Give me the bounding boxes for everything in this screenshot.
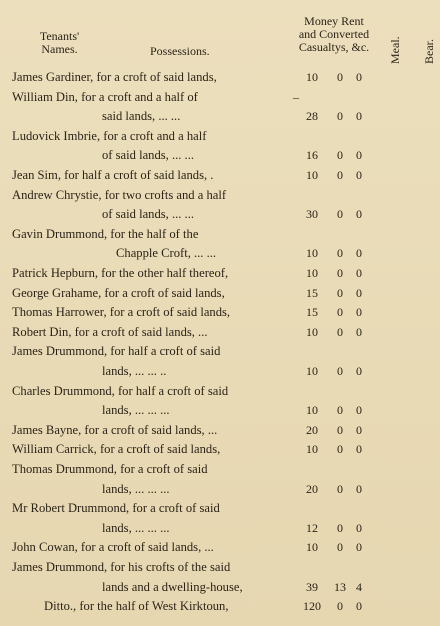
row-text: Charles Drummond, for half a croft of said xyxy=(12,383,229,398)
table-row xyxy=(0,284,440,302)
row-text: said lands, ... ... xyxy=(102,109,181,124)
table-row xyxy=(0,244,440,262)
table-row xyxy=(0,323,440,341)
row-dash: – xyxy=(293,89,299,104)
row-pence: 4 xyxy=(356,579,362,594)
table-row xyxy=(0,499,440,517)
row-text: James Bayne, for a croft of said lands, ... xyxy=(12,422,218,437)
row-pence: 0 xyxy=(356,70,362,84)
row-pounds: 10 xyxy=(306,364,318,378)
row-pounds: 10 xyxy=(306,324,318,339)
row-shillings: 0 xyxy=(337,148,343,163)
table-row xyxy=(0,538,440,556)
row-pounds: 10 xyxy=(306,168,318,182)
row-shillings: 0 xyxy=(337,305,343,320)
row-shillings: 0 xyxy=(337,599,343,614)
row-text: of said lands, ... ... xyxy=(102,207,194,222)
row-pence: 0 xyxy=(356,540,362,555)
header-money-line-2: and Converted xyxy=(298,27,370,41)
row-pounds: 30 xyxy=(306,207,318,222)
row-pounds: 28 xyxy=(306,109,318,124)
row-pence: 0 xyxy=(356,285,362,300)
table-row xyxy=(0,88,440,106)
row-pounds: 10 xyxy=(306,266,318,280)
row-text: James Drummond, for his crofts of the said xyxy=(12,560,231,574)
row-pounds: 15 xyxy=(306,285,318,300)
table-row xyxy=(0,342,440,360)
row-pence: 0 xyxy=(356,148,362,163)
row-pence: 0 xyxy=(356,207,362,222)
row-pounds: 15 xyxy=(306,305,318,320)
table-row xyxy=(0,460,440,478)
table-row xyxy=(0,401,440,419)
table-row xyxy=(0,558,440,576)
row-text: Andrew Chrystie, for two crofts and a half xyxy=(12,187,227,202)
table-row xyxy=(0,186,440,204)
row-text: George Grahame, for a croft of said lands, xyxy=(12,285,225,300)
row-shillings: 13 xyxy=(334,579,346,594)
table-row xyxy=(0,107,440,125)
row-shillings: 0 xyxy=(337,266,343,280)
row-pounds: 120 xyxy=(303,599,321,614)
row-shillings: 0 xyxy=(337,540,343,555)
row-shillings: 0 xyxy=(337,422,343,437)
row-pence: 0 xyxy=(356,324,362,339)
row-pence: 0 xyxy=(356,599,362,614)
row-text: lands, ... ... ... xyxy=(102,520,170,535)
row-text: Ditto., for the half of West Kirktoun, xyxy=(44,599,229,614)
row-text: Thomas Drummond, for a croft of said xyxy=(12,462,208,476)
row-text: Chapple Croft, ... ... xyxy=(116,246,217,261)
row-shillings: 0 xyxy=(337,442,343,457)
table-row xyxy=(0,264,440,282)
row-text: Mr Robert Drummond, for a croft of said xyxy=(12,501,220,516)
header-tenants-line: Tenants' xyxy=(39,29,80,43)
row-text: Thomas Harrower, for a croft of said lands, xyxy=(12,305,231,320)
row-pence: 0 xyxy=(356,168,362,182)
row-text: lands, ... ... ... xyxy=(102,403,170,418)
row-pence: 0 xyxy=(356,246,362,261)
row-pounds: 20 xyxy=(306,422,318,437)
row-pounds: 10 xyxy=(306,403,318,418)
row-pence: 0 xyxy=(356,481,362,496)
row-text: of said lands, ... ... xyxy=(102,148,194,163)
row-text: lands, ... ... ... xyxy=(102,481,170,496)
header-names-line: Names. xyxy=(41,42,78,56)
table-row xyxy=(0,421,440,439)
row-pounds: 12 xyxy=(306,520,318,535)
row-pence: 0 xyxy=(356,422,362,437)
row-text: lands and a dwelling-house, xyxy=(102,579,243,594)
row-pounds: 16 xyxy=(306,148,318,163)
row-text: lands, ... ... .. xyxy=(102,364,167,378)
row-shillings: 0 xyxy=(337,168,343,182)
row-pence: 0 xyxy=(356,305,362,320)
table-row xyxy=(0,597,440,615)
table-row xyxy=(0,519,440,537)
row-shillings: 0 xyxy=(337,364,343,378)
row-text: James Gardiner, for a croft of said lands, xyxy=(12,70,217,84)
header-money-rent xyxy=(284,15,384,54)
header-bear: Bear. xyxy=(422,39,436,64)
row-text: William Din, for a croft and a half of xyxy=(12,89,198,104)
row-text: Jean Sim, for half a croft of said lands, . xyxy=(12,168,214,182)
table-row xyxy=(0,225,440,243)
row-pounds: 20 xyxy=(306,481,318,496)
table-row xyxy=(0,440,440,458)
table-row xyxy=(0,578,440,596)
table-row xyxy=(0,382,440,400)
row-pence: 0 xyxy=(356,403,362,418)
row-text: John Cowan, for a croft of said lands, ... xyxy=(12,540,214,555)
row-shillings: 0 xyxy=(337,246,343,261)
table-row xyxy=(0,68,440,86)
header-money-line-3: Casualtys, &c. xyxy=(298,40,370,54)
row-text: James Drummond, for half a croft of said xyxy=(12,344,221,359)
header-possessions: Possessions. xyxy=(150,44,210,58)
table-row xyxy=(0,166,440,184)
row-shillings: 0 xyxy=(337,207,343,222)
row-pence: 0 xyxy=(356,442,362,457)
row-text: William Carrick, for a croft of said lands, xyxy=(12,442,221,457)
header-money-line-1: Money Rent xyxy=(304,14,364,28)
row-text: Robert Din, for a croft of said lands, ... xyxy=(12,324,208,339)
row-text: Patrick Hepburn, for the other half thereof, xyxy=(12,266,229,280)
row-text: Ludovick Imbrie, for a croft and a half xyxy=(12,128,207,143)
header-tenants xyxy=(22,30,97,56)
table-row xyxy=(0,303,440,321)
row-pounds: 10 xyxy=(306,442,318,457)
row-shillings: 0 xyxy=(337,520,343,535)
row-pence: 0 xyxy=(356,109,362,124)
row-shillings: 0 xyxy=(337,403,343,418)
row-text: Gavin Drummond, for the half of the xyxy=(12,226,199,241)
table-row xyxy=(0,480,440,498)
row-shillings: 0 xyxy=(337,285,343,300)
row-shillings: 0 xyxy=(337,324,343,339)
table-row xyxy=(0,362,440,380)
row-pounds: 10 xyxy=(306,70,318,84)
header-meal: Meal. xyxy=(388,36,402,64)
table-row xyxy=(0,146,440,164)
row-shillings: 0 xyxy=(337,70,343,84)
table-row xyxy=(0,205,440,223)
row-shillings: 0 xyxy=(337,109,343,124)
table-row xyxy=(0,127,440,145)
row-pounds: 39 xyxy=(306,579,318,594)
row-pounds: 10 xyxy=(306,246,318,261)
row-pence: 0 xyxy=(356,266,362,280)
row-pence: 0 xyxy=(356,520,362,535)
row-pence: 0 xyxy=(356,364,362,378)
row-pounds: 10 xyxy=(306,540,318,555)
row-shillings: 0 xyxy=(337,481,343,496)
